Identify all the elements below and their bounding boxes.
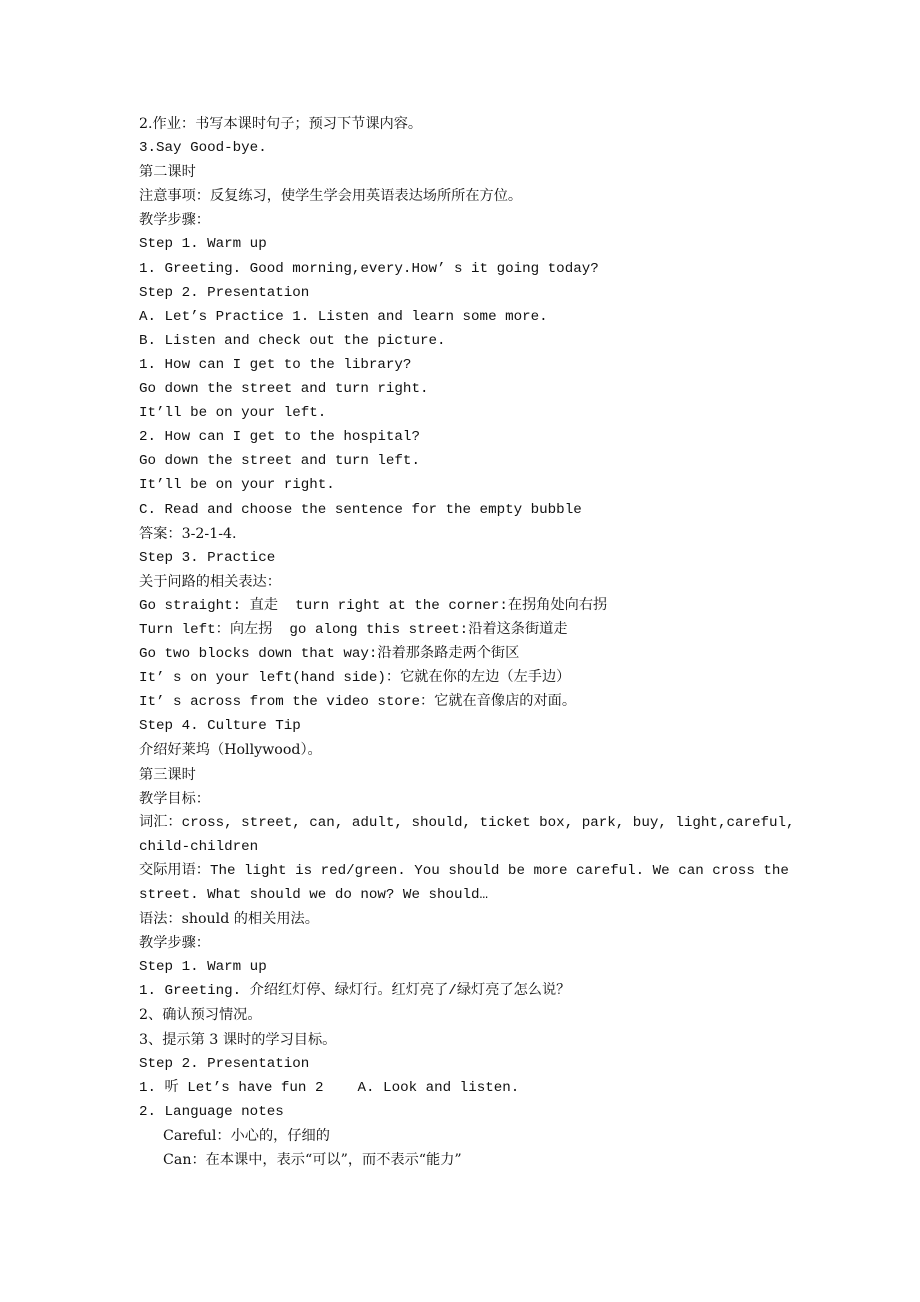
text-line: It’ s across from the video store：它就在音像店的对面。 <box>139 694 577 711</box>
text-line: It’ll be on your left. <box>139 405 327 422</box>
text-line: 1. Greeting. Good morning,every.How’ s it going today? <box>139 260 599 277</box>
text-line: 教学步骤： <box>139 212 210 229</box>
text-line: 1. How can I get to the library? <box>139 356 412 373</box>
step-heading: Step 4. Culture Tip <box>139 718 301 735</box>
text-line: C. Read and choose the sentence for the empty bubble <box>139 501 582 518</box>
text-line: 教学步骤： <box>139 935 210 952</box>
text-line: 1. Greeting. 介绍红灯停、绿灯行。红灯亮了/绿灯亮了怎么说？ <box>139 983 571 1000</box>
text-line: 2.作业：书写本课时句子；预习下节课内容。 <box>139 116 423 132</box>
text-line: 2. How can I get to the hospital? <box>139 429 420 446</box>
text-line: Careful：小心的，仔细的 <box>163 1127 330 1144</box>
text-line: Go down the street and turn right. <box>139 381 429 398</box>
text-line: 2. Language notes <box>139 1103 284 1120</box>
step-heading: Step 1. Warm up <box>139 236 267 253</box>
text-line: 1. 听 Let’s have fun 2 A. Look and listen. <box>139 1079 520 1096</box>
text-line: 关于问路的相关表达： <box>139 573 281 590</box>
text-line: Go down the street and turn left. <box>139 453 420 470</box>
text-line: Go straight: 直走 turn right at the corner:在拐角处向右拐 <box>139 597 608 614</box>
text-line: 3、提示第 3 课时的学习目标。 <box>139 1031 337 1048</box>
text-line: Turn left：向左拐 go along this street:沿着这条街道走 <box>139 621 568 638</box>
text-line: It’ s on your left(hand side)：它就在你的左边（左手边） <box>139 670 571 687</box>
text-line: 2、确认预习情况。 <box>139 1007 262 1024</box>
text-line: Go two blocks down that way:沿着那条路走两个街区 <box>139 646 520 663</box>
text-line: It’ll be on your right. <box>139 477 335 494</box>
text-line: A. Let’s Practice 1. Listen and learn some more. <box>139 308 548 325</box>
text-line: 答案：3-2-1-4. <box>139 525 237 542</box>
text-line: 词汇：cross, street, can, adult, should, ticket box, park, buy, light,careful, <box>139 814 795 831</box>
text-line: 语法：should 的相关用法。 <box>139 911 319 928</box>
step-heading: Step 2. Presentation <box>139 1055 310 1072</box>
section-heading: 第三课时 <box>139 766 196 783</box>
section-heading: 第二课时 <box>139 164 196 181</box>
text-line: 介绍好莱坞（Hollywood）。 <box>139 742 322 759</box>
step-heading: Step 2. Presentation <box>139 284 310 301</box>
document-page <box>139 112 795 1172</box>
text-line: child-children <box>139 838 259 855</box>
text-line: 注意事项：反复练习，使学生学会用英语表达场所所在方位。 <box>139 188 523 205</box>
text-line: 3.Say Good-bye. <box>139 140 267 157</box>
text-line: 交际用语：The light is red/green. You should be more careful. We can cross the <box>139 862 789 879</box>
text-line: street. What should we do now? We should… <box>139 887 489 903</box>
text-line: 教学目标： <box>139 790 210 807</box>
text-line: B. Listen and check out the picture. <box>139 332 446 349</box>
step-heading: Step 3. Practice <box>139 549 276 566</box>
step-heading: Step 1. Warm up <box>139 959 267 976</box>
text-line: Can：在本课中，表示“可以”，而不表示“能力” <box>163 1152 462 1169</box>
